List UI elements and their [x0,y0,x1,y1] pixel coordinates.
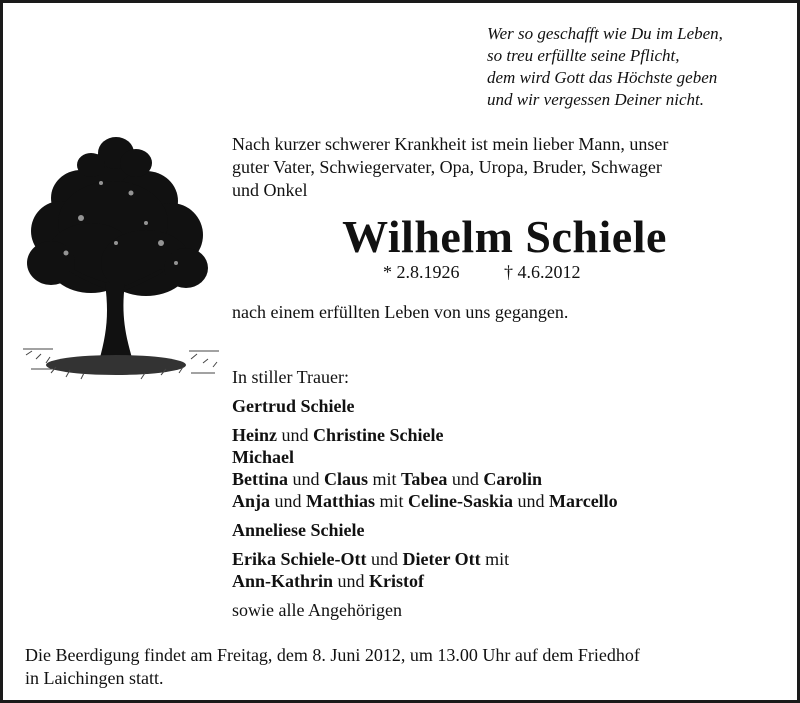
connector-text: sowie alle Angehörigen [232,600,402,620]
intro-line: Nach kurzer schwerer Krankheit ist mein lieber Mann, unser [232,134,669,154]
verse-line: und wir vergessen Deiner nicht. [487,90,705,109]
tree-icon [21,123,221,393]
deceased-name: Wilhelm Schiele [342,211,667,262]
mourner-name: Heinz [232,425,277,445]
connector-text: und [333,571,370,591]
verse-line: so treu erfüllte seine Pflicht, [487,46,680,65]
mourner-lines [232,395,792,621]
memorial-verse [487,23,787,111]
connector-text: und [447,469,484,489]
mourner-name: Claus [324,469,369,489]
mourner-name: Christine Schiele [313,425,444,445]
mourner-name: Celine-Saskia [408,491,514,511]
mourner-line [232,570,792,592]
connector-text: mit [480,549,510,569]
connector-text: und [288,469,324,489]
intro-line: guter Vater, Schwiegervater, Opa, Uropa, Bruder, Schwager [232,157,662,177]
mourner-line [232,548,792,570]
mourner-line [232,468,792,490]
connector-text: und [277,425,313,445]
mourners-heading: In stiller Trauer: [232,367,349,387]
mourners-list [232,366,792,621]
intro-line: und Onkel [232,180,308,200]
connector-text: mit [375,491,409,511]
mourner-name: Bettina [232,469,288,489]
mourner-line [232,519,792,541]
mourner-name: Matthias [306,491,376,511]
mourner-name: Tabea [401,469,448,489]
passing-text: nach einem erfüllten Leben von uns gegangen. [232,302,569,322]
funeral-line: in Laichingen statt. [25,668,164,688]
mourner-name: Gertrud Schiele [232,396,355,416]
connector-text: mit [368,469,402,489]
mourner-line [232,599,792,621]
death-date: † 4.6.2012 [504,262,581,282]
mourner-line [232,395,792,417]
funeral-line: Die Beerdigung findet am Freitag, dem 8. Juni 2012, um 13.00 Uhr auf dem Friedhof [25,645,640,665]
mourner-line [232,490,792,512]
verse-line: Wer so geschafft wie Du im Leben, [487,24,723,43]
mourner-name: Erika Schiele-Ott [232,549,367,569]
connector-text: und [366,549,403,569]
mourner-line [232,446,792,468]
mourner-name: Michael [232,447,294,467]
verse-line: dem wird Gott das Höchste geben [487,68,718,87]
mourner-line [232,424,792,446]
connector-text: und [513,491,550,511]
mourner-name: Dieter Ott [402,549,481,569]
life-dates [383,261,643,283]
mourner-name: Anneliese Schiele [232,520,365,540]
mourner-name: Anja [232,491,271,511]
mourner-name: Carolin [483,469,543,489]
mourner-name: Marcello [549,491,618,511]
intro-text [232,133,792,202]
mourner-name: Kristof [369,571,425,591]
connector-text: und [270,491,307,511]
funeral-notice [25,644,795,690]
mourner-name: Ann-Kathrin [232,571,334,591]
birth-date: * 2.8.1926 [383,262,460,282]
